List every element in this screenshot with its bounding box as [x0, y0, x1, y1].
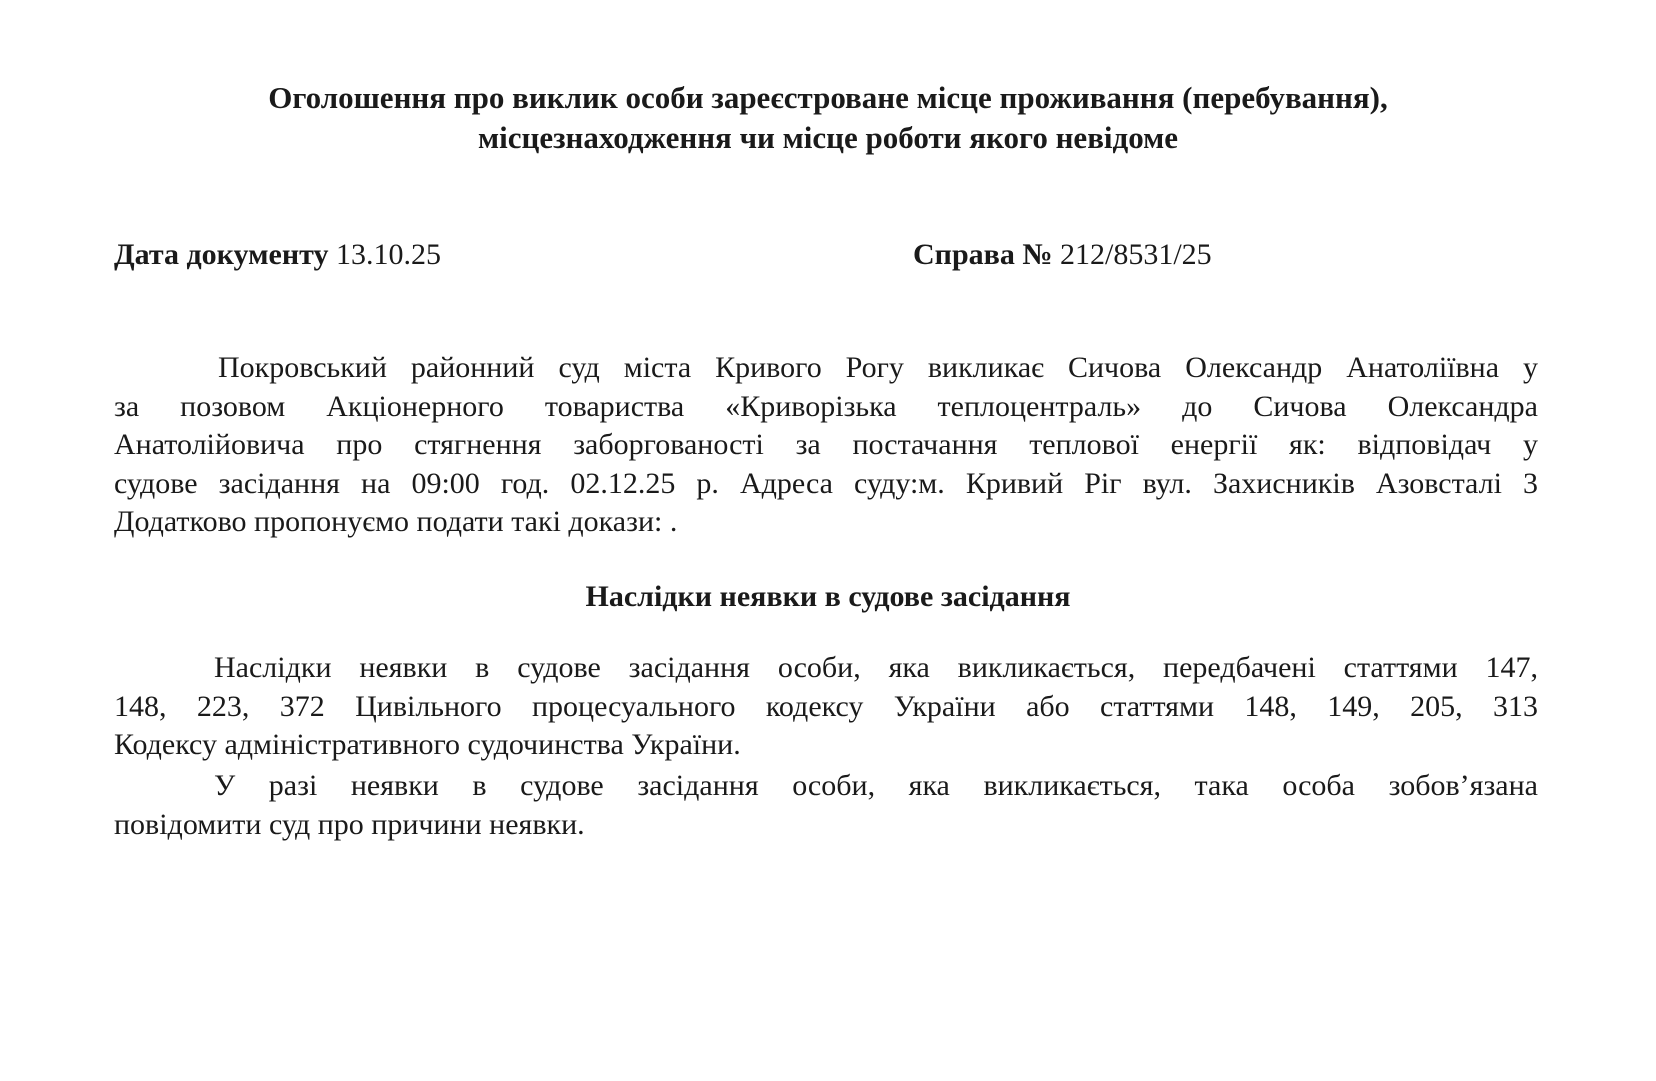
- case-number: [913, 236, 1212, 274]
- summons-line: Покровський районний суд міста Кривого Рогу викликає Сичова Олександр Анатоліївна у: [218, 351, 1538, 384]
- consequences-line: Наслідки неявки в судове засідання особи, яка викликається, передбачені статтями 147,: [214, 651, 1538, 684]
- summons-line: Анатолійовича про стягнення заборгованості за постачання теплової енергії як: відповідач у: [114, 428, 1538, 461]
- summons-paragraph: [114, 349, 1538, 542]
- summons-line: судове засідання на 09:00 год. 02.12.25 р. Адреса суду:м. Кривий Ріг вул. Захисників Азовсталі 3: [114, 466, 1538, 500]
- consequences-line: Кодексу адміністративного судочинства України.: [114, 728, 741, 761]
- consequences-paragraph-1: [114, 649, 1538, 765]
- case-number-value: 212/8531/25: [1059, 238, 1212, 271]
- consequences-line: 148, 223, 372 Цивільного процесуального кодексу України або статтями 148, 149, 205, 313: [114, 689, 1538, 723]
- consequences-line: У разі неявки в судове засідання особи, яка викликається, така особа зобов’язана: [214, 769, 1538, 802]
- document-date: [114, 236, 441, 274]
- consequences-line: повідомити суд про причини неявки.: [114, 807, 585, 841]
- consequences-heading: Наслідки неявки в судове засідання: [585, 580, 1071, 613]
- consequences-paragraph-2: [114, 767, 1538, 844]
- document-date-label: Дата документу: [114, 238, 329, 271]
- summons-line: за позовом Акціонерного товариства «Криворізька теплоцентраль» до Сичова Олександра: [114, 389, 1538, 423]
- document-date-value: 13.10.25: [335, 238, 441, 271]
- document-title-line-2: місцезнаходження чи місце роботи якого невідоме: [477, 120, 1179, 155]
- document-title-line-1: Оголошення про виклик особи зареєстроване місце проживання (перебування),: [268, 80, 1388, 115]
- case-number-label: Справа №: [913, 238, 1053, 271]
- summons-line: Додатково пропонуємо подати такі докази: .: [114, 505, 678, 538]
